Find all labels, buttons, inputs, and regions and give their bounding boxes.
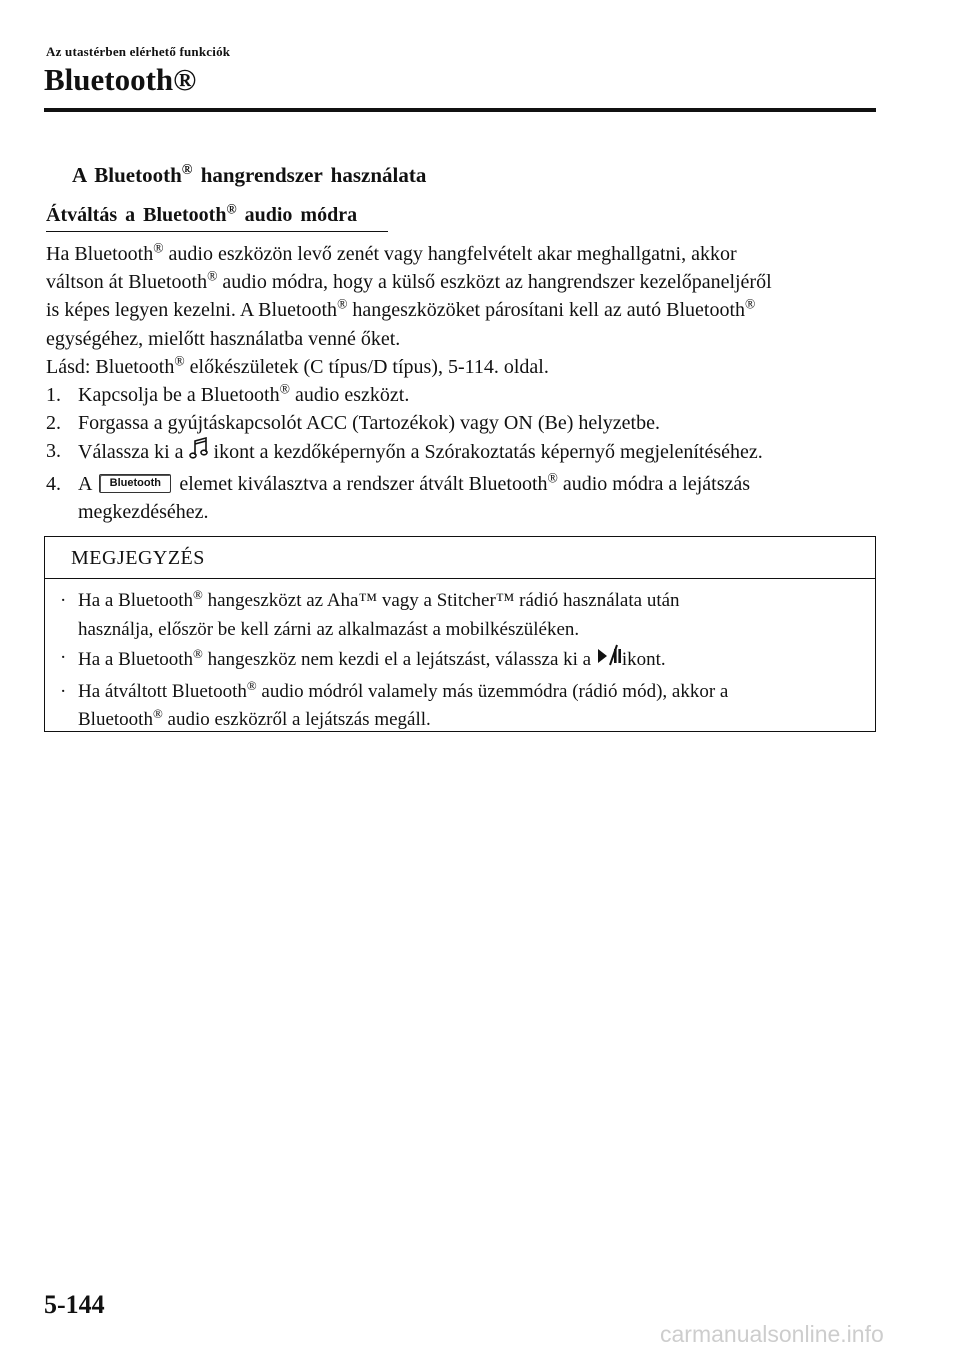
bluetooth-button-icon: Bluetooth — [99, 474, 171, 493]
step-4-continued: megkezdéséhez. — [78, 500, 209, 523]
note-header — [45, 537, 875, 579]
header-rule — [44, 108, 876, 112]
paragraph-line: váltson át Bluetooth® audio módra, hogy a külső eszközt az hangrendszer kezelőpaneljéről — [46, 268, 772, 294]
step-1: 1. Kapcsolja be a Bluetooth® audio eszközt. — [46, 381, 410, 407]
chapter-title: Bluetooth® — [44, 62, 197, 97]
note-item-continued: használja, először be kell zárni az alkalmazást a mobilkészüléken. — [78, 618, 580, 640]
note-item: · Ha a Bluetooth® hangeszköz nem kezdi el a lejátszást, válassza ki a ikont. — [57, 644, 867, 678]
paragraph-line: is képes legyen kezelni. A Bluetooth® hangeszközöket párosítani kell az autó Bluetooth® — [46, 296, 756, 322]
music-note-icon — [189, 437, 209, 469]
watermark: carmanualsonline.info — [660, 1321, 884, 1347]
note-box — [44, 536, 876, 732]
page-number: 5-144 — [44, 1290, 105, 1319]
step-2: 2. Forgassa a gyújtáskapcsolót ACC (Tartozékok) vagy ON (Be) helyzetbe. — [46, 412, 660, 435]
step-4: 4. A Bluetooth elemet kiválasztva a rendszer átvált Bluetooth® audio módra a lejátszás — [46, 470, 751, 495]
paragraph-line: egységéhez, mielőtt használatba venné őket. — [46, 327, 401, 350]
note-item: · Ha a Bluetooth® hangeszközt az Aha™ vagy a Stitcher™ rádió használata után — [60, 586, 680, 611]
paragraph-line: Ha Bluetooth® audio eszközön levő zenét vagy hangfelvételt akar meghallgatni, akkor — [46, 240, 737, 265]
body-text — [46, 240, 876, 526]
topic-title: Átváltás a Bluetooth® audio módra — [46, 201, 358, 226]
section-label: Az utastérben elérhető funkciók — [46, 44, 231, 59]
subsection-title: A Bluetooth® hangrendszer használata — [72, 162, 427, 187]
step-3: 3. Válassza ki a ikont a kezdőképernyőn a Szórakoztatás képernyő megjelenítéséhez. — [46, 437, 876, 469]
note-title: MEGJEGYZÉS — [71, 547, 205, 569]
paragraph-line: Lásd: Bluetooth® előkészületek (C típus/D típus), 5-114. oldal. — [46, 353, 549, 378]
topic-underline — [46, 231, 388, 232]
play-pause-icon — [596, 644, 622, 678]
note-item-continued: Bluetooth® audio eszközről a lejátszás megáll. — [78, 705, 431, 730]
note-item: · Ha átváltott Bluetooth® audio módról valamely más üzemmódra (rádió mód), akkor a — [60, 677, 729, 702]
note-body — [57, 587, 867, 735]
